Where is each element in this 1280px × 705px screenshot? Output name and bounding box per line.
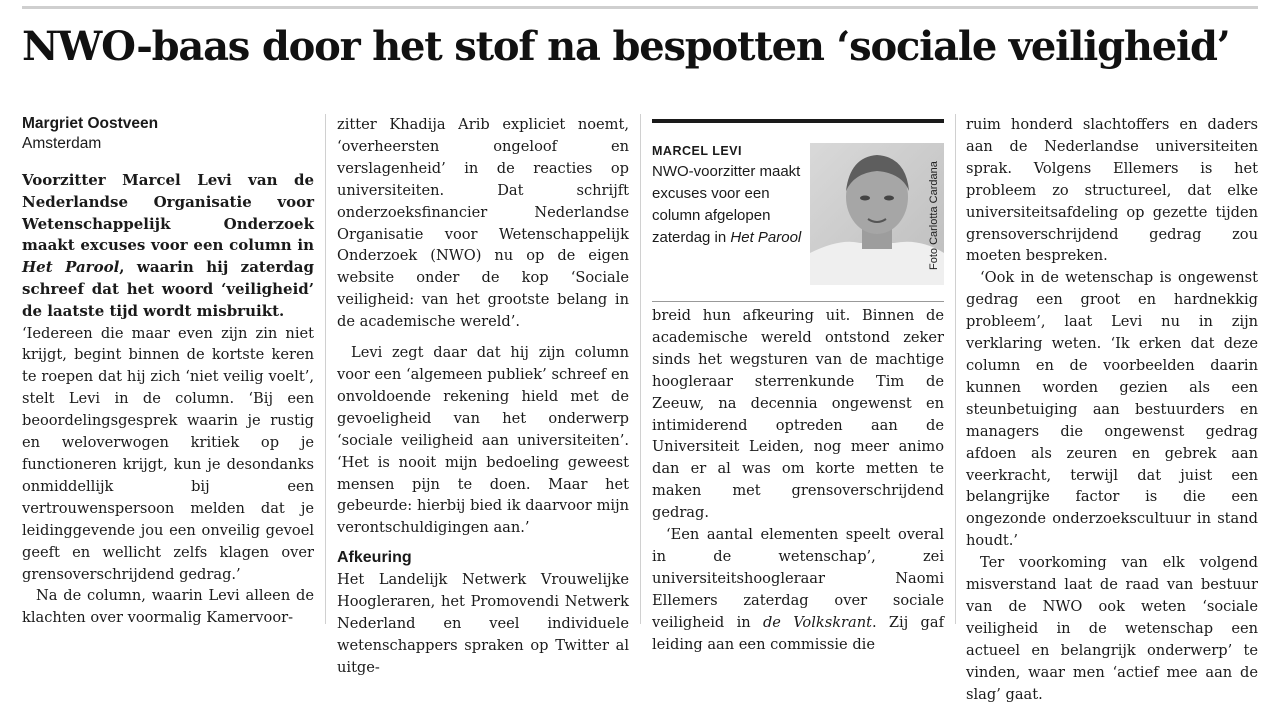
author-name: Margriet Oostveen	[22, 115, 159, 132]
column-divider	[955, 114, 956, 624]
photo-caption: NWO-voorzitter maakt excuses voor een column afgelopen zaterdag in Het Parool	[652, 163, 802, 246]
body-paragraph: zitter Khadija Arib expliciet noemt, ‘overheersten ongeloof en verslagenheid’ in de reacties op universiteiten. Dat schrijft onderzoeksfinancier Nederlandse Organisatie voor Wetenschappelijk Onderzoek (NWO) nu op de eigen website onder de kop ‘Sociale veiligheid: van het grootste belang in de academische wereld’.	[337, 116, 629, 331]
body-paragraph: ruim honderd slachtoffers en daders aan de Nederlandse universiteiten sprak. Volgens Ellemers is het probleem zo structureel, dat elke universiteitsafdeling op gezette tijden grensoverschrijdend gedrag zou moeten bespreken.	[966, 116, 1258, 265]
top-rule	[22, 6, 1258, 9]
body-paragraph: ‘Een aantal elementen speelt overal in de wetenschap’, zei universiteitshoogleraar Naomi Ellemers zaterdag over sociale veiligheid in de Volkskrant. Zij gaf leiding aan een commissie die	[652, 526, 944, 653]
body-paragraph: Na de column, waarin Levi alleen de klachten over voormalig Kamervoor-	[22, 587, 314, 627]
photo-credit: Foto Carlotta Cardana	[928, 161, 940, 271]
column-4	[966, 114, 1258, 705]
column-1	[22, 114, 314, 629]
body-paragraph: ‘Iedereen die maar even zijn zin niet krijgt, begint binnen de kortste keren te roepen dat hij zich ‘niet veilig voelt’, stelt Levi in de column. ‘Bij een beoordelingsgesprek waarin je rustig en weloverwogen kritiek op je functioneren krijgt, kun je desondanks onmiddellijk bij een vertrouwenspersoon melden dat je leidinggevende jou een onveilig gevoel geeft en wellicht zelfs klagen over grensoverschrijdend gedrag.’	[22, 324, 314, 583]
subheading: Afkeuring	[337, 549, 412, 567]
photo-block	[652, 119, 944, 305]
body-paragraph: Het Landelijk Netwerk Vrouwelijke Hoogleraren, het Promovendi Netwerk Nederland en veel individuele wetenschappers spraken op Twitter al uitge-	[337, 571, 629, 676]
dateline-place: Amsterdam	[22, 135, 102, 152]
body-paragraph: Levi zegt daar dat hij zijn column voor een ‘algemeen publiek’ schreef en onvoldoende rekening hield met de gevoeligheid van het onderwerp ‘sociale veiligheid aan universiteiten’. ‘Het is nooit mijn bedoeling geweest mensen pijn te doen. Maar het gebeurde: hierbij bied ik daarvoor mijn verontschuldigingen aan.’	[337, 344, 629, 537]
body-paragraph: breid hun afkeuring uit. Binnen de academische wereld ontstond zeker sinds het wegsturen van de machtige hoogleraar sterrenkunde Tim de Zeeuw, na decennia ongewenst en intimiderend optreden aan de Universiteit Leiden, nog meer animo dan er al was om korte metten te maken met grensoverschrijdend gedrag.	[652, 307, 944, 522]
caption-name: MARCEL LEVI	[652, 144, 742, 158]
column-divider	[325, 114, 326, 624]
body-paragraph: ‘Ook in de wetenschap is ongewenst gedrag een groot en hardnekkig probleem’, laat Levi nu in zijn verklaring weten. ‘Ik erken dat deze column en de voorbeelden daarin kunnen worden gezien als een steunbetuiging aan bestuurders en managers die ongewenst gedrag afdoen als zeuren en gebrek aan veerkracht, terwijl dat juist een belangrijke factor is die een ongezonde onderzoekscultuur in stand houdt.’	[966, 269, 1258, 550]
intro-paragraph: Voorzitter Marcel Levi van de Nederlandse Organisatie voor Wetenschappelijk Onderzoek maakt excuses voor een column in Het Parool, waarin hij zaterdag schreef dat het woord ‘veiligheid’ de laatste tijd wordt misbruikt.	[22, 171, 314, 320]
column-3	[652, 114, 944, 656]
body-paragraph: Ter voorkoming van elk volgend misverstand laat de raad van bestuur van de NWO ook weten ‘sociale veiligheid in de wetenschap een actueel en belangrijk onderwerp’ te vinden, waar men ‘actief mee aan de slag’ gaat.	[966, 554, 1258, 703]
photo-rule	[652, 301, 944, 302]
headline: NWO-baas door het stof na bespotten ‘sociale veiligheid’	[22, 23, 1230, 70]
column-2	[337, 114, 629, 679]
column-divider	[640, 114, 641, 624]
